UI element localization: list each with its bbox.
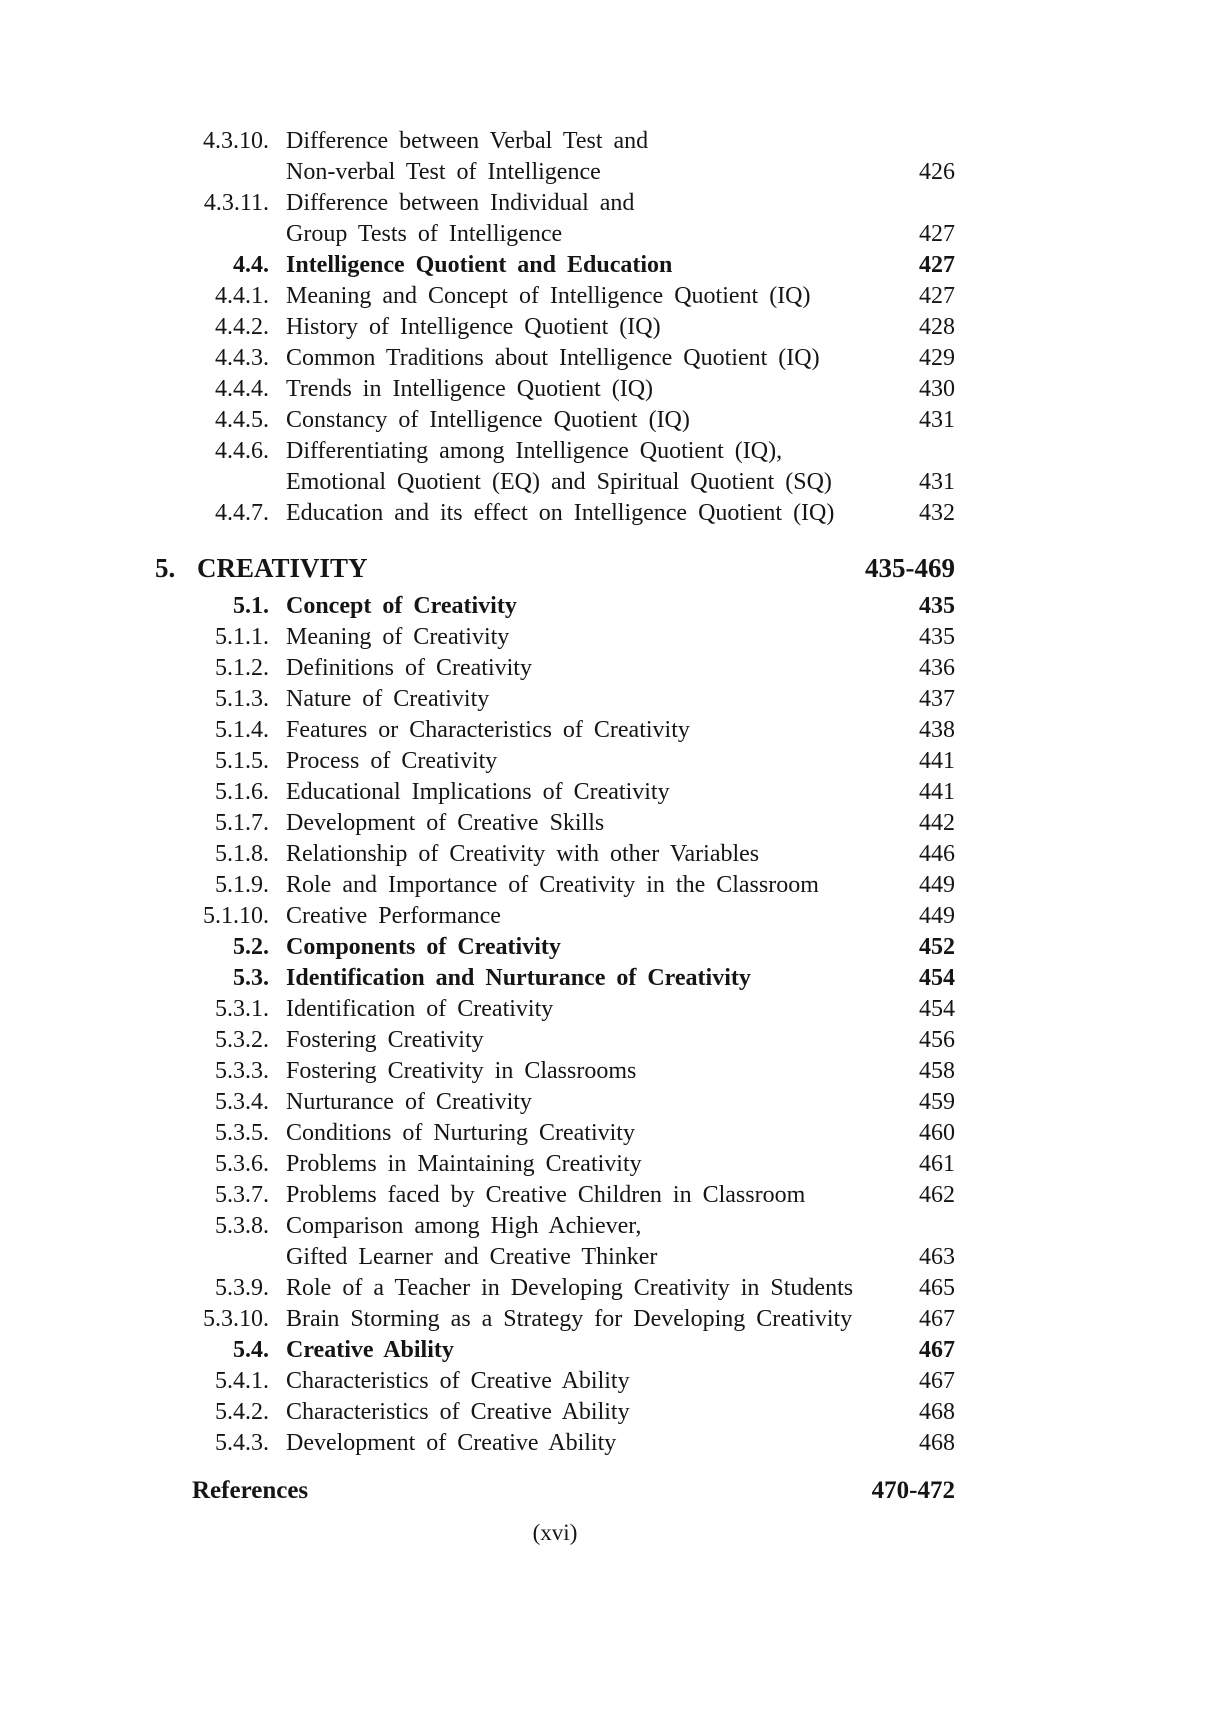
toc-entry — [155, 498, 955, 529]
toc-entry-title: Relationship of Creativity with other Variables — [286, 841, 760, 867]
toc-entry-title: Brain Storming as a Strategy for Developing Creativity — [286, 1306, 853, 1332]
toc-entry — [155, 715, 955, 746]
toc-entry-title: Fostering Creativity — [286, 1027, 484, 1053]
toc-entry-title: Role and Importance of Creativity in the Classroom — [286, 872, 819, 898]
toc-entry-page: 427 — [919, 252, 955, 278]
toc-entry — [155, 870, 955, 901]
toc-entry-page: 438 — [919, 717, 955, 743]
toc-entry-number: 4.4.3. — [215, 345, 269, 371]
toc-entry-number: 4.3.11. — [203, 190, 269, 216]
toc-entry — [155, 250, 955, 281]
toc-entry-page: 435 — [919, 593, 955, 619]
toc-entry — [155, 343, 955, 374]
toc-entry-title: Education and its effect on Intelligence Quotient (IQ) — [286, 500, 835, 526]
toc-entry-number: 4.4.5. — [215, 407, 269, 433]
toc-entry-page: 441 — [919, 779, 955, 805]
toc-entry-number: 5.3. — [233, 965, 269, 991]
toc-entry-number: 4.4.1. — [215, 283, 269, 309]
toc-entry-title: Problems faced by Creative Children in Classroom — [286, 1182, 806, 1208]
toc-entry — [155, 374, 955, 405]
toc-entry-page: 435 — [919, 624, 955, 650]
toc-entry-title: Role of a Teacher in Developing Creativity in Students — [286, 1275, 854, 1301]
toc-entry-number: 4.4.6. — [215, 438, 269, 464]
toc-entry — [155, 653, 955, 684]
toc-entry-title: Nature of Creativity — [286, 686, 490, 712]
page-footer-number: (xvi) — [532, 1520, 578, 1545]
toc-entry-title: Definitions of Creativity — [286, 655, 532, 681]
toc-entry — [155, 1428, 955, 1459]
toc-entry-number: 5.1.2. — [215, 655, 269, 681]
toc-entry-title: Characteristics of Creative Ability — [286, 1399, 630, 1425]
toc-entry-page: 467 — [919, 1337, 955, 1363]
toc-entry-title: History of Intelligence Quotient (IQ) — [286, 314, 661, 340]
toc-entry-title: Conditions of Nurturing Creativity — [286, 1120, 635, 1146]
toc-entry-page: 468 — [919, 1399, 955, 1425]
toc-entry-title: Intelligence Quotient and Education — [286, 252, 673, 278]
toc-entry — [155, 839, 955, 870]
toc-entry-number: 5.4.2. — [215, 1399, 269, 1425]
toc-entry-page: 467 — [919, 1306, 955, 1332]
toc-entry-number: 4.4.2. — [215, 314, 269, 340]
toc-entry-number: 5.3.4. — [215, 1089, 269, 1115]
toc-entry-title: Creative Performance — [286, 903, 501, 929]
toc-entry-page: 432 — [919, 500, 955, 526]
toc-entry-title: CREATIVITY — [197, 553, 368, 583]
toc-entry-page: 427 — [919, 221, 955, 247]
toc-entry-page: 454 — [919, 996, 955, 1022]
toc-entry-number: 5.1. — [233, 593, 269, 619]
toc-entry-number: 5.1.3. — [215, 686, 269, 712]
toc-entry-number: 5.1.1. — [215, 624, 269, 650]
toc-entry-page: 429 — [919, 345, 955, 371]
toc-entry-title: Trends in Intelligence Quotient (IQ) — [286, 376, 654, 402]
toc-entry-title: Creative Ability — [286, 1337, 454, 1363]
toc-entry — [155, 808, 955, 839]
toc-entry-page: 435-469 — [865, 553, 955, 583]
toc-entry — [155, 1335, 955, 1366]
toc-entry-title: Nurturance of Creativity — [286, 1089, 532, 1115]
toc-entry — [155, 1056, 955, 1087]
toc-entry — [155, 1273, 955, 1304]
toc-entry-title: Common Traditions about Intelligence Quotient (IQ) — [286, 345, 820, 371]
toc-entry — [155, 1180, 955, 1211]
toc-entry-page: 426 — [919, 159, 955, 185]
toc-entry — [155, 1304, 955, 1335]
toc-entry — [155, 436, 955, 498]
toc-entry-number: 5.3.1. — [215, 996, 269, 1022]
toc-entry — [155, 1211, 955, 1273]
toc-entry-page: 459 — [919, 1089, 955, 1115]
toc-entry-page: 449 — [919, 872, 955, 898]
toc-entry-number: 5.3.2. — [215, 1027, 269, 1053]
toc-entry-title: Development of Creative Skills — [286, 810, 605, 836]
toc-entry-page: 456 — [919, 1027, 955, 1053]
toc-entry — [155, 591, 955, 622]
toc-entry-number: 5.3.8. — [215, 1213, 269, 1239]
toc-entry-page: 470-472 — [871, 1477, 955, 1504]
toc-entry-page: 449 — [919, 903, 955, 929]
toc-entry-title: Process of Creativity — [286, 748, 498, 774]
toc-entry — [155, 1475, 955, 1506]
toc-entry-page: 463 — [919, 1244, 955, 1270]
toc-entry-page: 452 — [919, 934, 955, 960]
toc-entry-title: Meaning and Concept of Intelligence Quotient (IQ) — [286, 283, 811, 309]
toc-entry-page: 427 — [919, 283, 955, 309]
toc-entry-page: 430 — [919, 376, 955, 402]
toc-entry — [155, 405, 955, 436]
toc-entry-number: 5.4. — [233, 1337, 269, 1363]
toc-entry-title: Educational Implications of Creativity — [286, 779, 670, 805]
toc-entry — [155, 746, 955, 777]
toc-entry — [155, 901, 955, 932]
toc-entry-title: Fostering Creativity in Classrooms — [286, 1058, 637, 1084]
toc-entry-page: 467 — [919, 1368, 955, 1394]
toc-entry-title: Components of Creativity — [286, 934, 561, 960]
toc-entry-title: Characteristics of Creative Ability — [286, 1368, 630, 1394]
toc-entry — [155, 994, 955, 1025]
toc-entry-number: 5.3.6. — [215, 1151, 269, 1177]
toc-entry — [155, 932, 955, 963]
toc-entry-number: 5.1.9. — [215, 872, 269, 898]
toc-entry-page: 458 — [919, 1058, 955, 1084]
toc-entry-number — [155, 1475, 192, 1506]
toc-entry-page: 454 — [919, 965, 955, 991]
toc-entry — [155, 281, 955, 312]
toc-entry — [155, 1149, 955, 1180]
toc-entry-page: 460 — [919, 1120, 955, 1146]
toc-entry-title: Identification and Nurturance of Creativity — [286, 965, 751, 991]
toc-entry-page: 442 — [919, 810, 955, 836]
toc-entry-page: 462 — [919, 1182, 955, 1208]
toc-entry — [155, 312, 955, 343]
toc-entry-page: 461 — [919, 1151, 955, 1177]
toc-entry-number: 5.1.7. — [215, 810, 269, 836]
toc-entry-title: Difference between Verbal Test and Non-verbal Test of Intelligence — [286, 128, 649, 185]
toc-entry — [155, 1366, 955, 1397]
toc-entry — [155, 551, 955, 585]
toc-entry — [155, 1025, 955, 1056]
toc-entry-number: 5.3.5. — [215, 1120, 269, 1146]
toc-entry-title: Development of Creative Ability — [286, 1430, 617, 1456]
toc-entry-number: 5.1.8. — [215, 841, 269, 867]
toc-entry-number: 5.1.5. — [215, 748, 269, 774]
toc-entry-number: 5.3.9. — [215, 1275, 269, 1301]
toc-entry-number: 4.3.10. — [203, 128, 269, 154]
toc-entry-number: 5.3.7. — [215, 1182, 269, 1208]
toc-entry-title: Meaning of Creativity — [286, 624, 510, 650]
toc-entry-number: 4.4.4. — [215, 376, 269, 402]
toc-entry-page: 441 — [919, 748, 955, 774]
toc-list — [155, 126, 955, 1506]
toc-entry — [155, 963, 955, 994]
toc-entry-title: Constancy of Intelligence Quotient (IQ) — [286, 407, 690, 433]
toc-entry-number: 4.4.7. — [215, 500, 269, 526]
toc-entry-page: 428 — [919, 314, 955, 340]
toc-entry-title: Problems in Maintaining Creativity — [286, 1151, 642, 1177]
toc-entry-page: 465 — [919, 1275, 955, 1301]
toc-entry-title: Differentiating among Intelligence Quotient (IQ), Emotional Quotient (EQ) and Spiritual Quotient (SQ) — [286, 438, 832, 495]
toc-entry-number: 5.2. — [233, 934, 269, 960]
toc-entry — [155, 1087, 955, 1118]
toc-entry-page: 436 — [919, 655, 955, 681]
toc-entry-page: 468 — [919, 1430, 955, 1456]
toc-entry-title: Identification of Creativity — [286, 996, 554, 1022]
toc-entry — [155, 684, 955, 715]
toc-entry-number: 5.3.10. — [203, 1306, 269, 1332]
toc-entry-number: 5.4.1. — [215, 1368, 269, 1394]
toc-entry — [155, 126, 955, 188]
toc-entry-title: Difference between Individual and Group Tests of Intelligence — [286, 190, 635, 247]
toc-entry-number: 5.1.6. — [215, 779, 269, 805]
toc-entry-page: 431 — [919, 407, 955, 433]
toc-entry-title: References — [192, 1477, 309, 1504]
toc-entry-title: Concept of Creativity — [286, 593, 517, 619]
toc-entry — [155, 1118, 955, 1149]
toc-entry-number: 5. — [155, 553, 176, 583]
toc-entry — [155, 188, 955, 250]
toc-entry-number: 5.1.10. — [203, 903, 269, 929]
toc-entry-page: 446 — [919, 841, 955, 867]
toc-entry-page: 437 — [919, 686, 955, 712]
toc-entry — [155, 1397, 955, 1428]
toc-entry-number: 5.3.3. — [215, 1058, 269, 1084]
toc-entry-title: Features or Characteristics of Creativity — [286, 717, 690, 743]
toc-entry-number: 5.4.3. — [215, 1430, 269, 1456]
toc-entry-number: 4.4. — [233, 252, 269, 278]
toc-entry-number: 5.1.4. — [215, 717, 269, 743]
toc-entry — [155, 622, 955, 653]
toc-entry-page: 431 — [919, 469, 955, 495]
toc-entry-title: Comparison among High Achiever, Gifted Learner and Creative Thinker — [286, 1213, 658, 1270]
toc-entry — [155, 777, 955, 808]
